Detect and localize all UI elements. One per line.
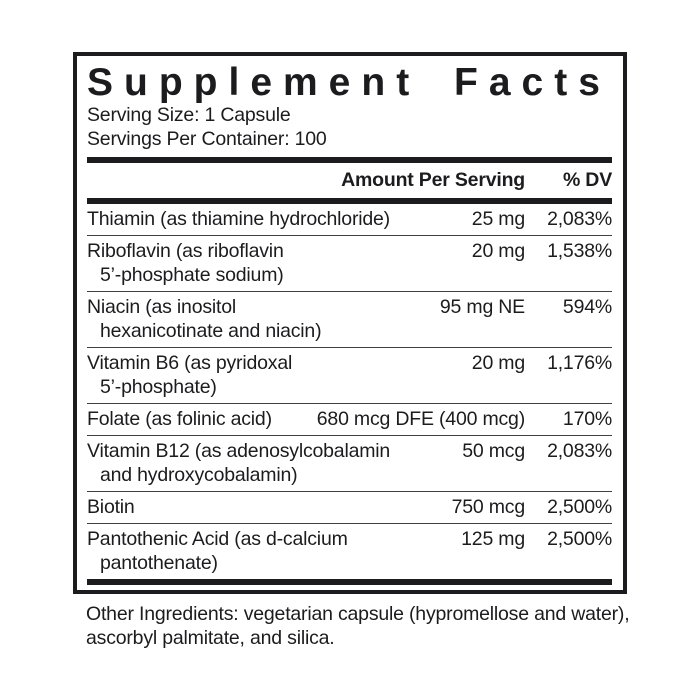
nutrient-dv: 2,500% xyxy=(547,528,612,550)
header-amount-per-serving: Amount Per Serving xyxy=(341,169,525,191)
nutrient-amount: 125 mg xyxy=(461,528,525,550)
nutrient-name xyxy=(87,239,460,287)
table-row-thiamin xyxy=(87,204,612,236)
thick-divider-bottom xyxy=(87,579,612,585)
panel-title: Supplement Facts xyxy=(87,61,611,103)
table-row-pantothenic-acid xyxy=(87,524,612,579)
nutrient-name-line1: Pantothenic Acid (as d-calcium xyxy=(87,528,348,550)
nutrient-amount: 50 mcg xyxy=(462,440,525,462)
table-row-vitamin-b12 xyxy=(87,436,612,492)
nutrient-name-line1: Riboflavin (as riboflavin xyxy=(87,240,284,262)
serving-size: Serving Size: 1 Capsule xyxy=(87,104,291,126)
nutrient-amount: 750 mcg xyxy=(451,496,525,518)
servings-per-container: Servings Per Container: 100 xyxy=(87,128,327,150)
nutrient-name xyxy=(87,207,460,231)
nutrient-dv: 2,500% xyxy=(547,496,612,518)
nutrient-amount: 25 mg xyxy=(471,208,525,230)
nutrient-name-line2: 5’-phosphate sodium) xyxy=(100,264,284,286)
nutrient-dv: 594% xyxy=(562,296,612,318)
nutrient-name-line1: Niacin (as inositol xyxy=(87,296,237,318)
nutrient-name xyxy=(87,295,428,343)
header-spacer xyxy=(87,168,329,192)
nutrient-name-line2: and hydroxycobalamin) xyxy=(100,464,298,486)
table-row-folate xyxy=(87,404,612,436)
table-header-row xyxy=(87,163,612,198)
other-ingredients-text xyxy=(86,602,631,650)
nutrient-amount: 680 mcg DFE (400 mcg) xyxy=(316,408,525,430)
nutrient-name xyxy=(87,527,449,575)
nutrient-name xyxy=(87,351,460,399)
nutrient-dv: 1,538% xyxy=(547,240,612,262)
nutrient-name-line2: hexanicotinate and niacin) xyxy=(100,320,322,342)
supplement-facts-panel xyxy=(73,52,627,594)
nutrient-name-line2: 5’-phosphate) xyxy=(100,376,217,398)
other-ingredients-line2: ascorbyl palmitate, and silica. xyxy=(86,627,335,649)
nutrient-name-line1: Vitamin B6 (as pyridoxal xyxy=(87,352,293,374)
nutrient-name xyxy=(87,439,450,487)
nutrient-name-line1: Biotin xyxy=(87,496,135,518)
nutrient-name-line1: Folate (as folinic acid) xyxy=(87,408,272,430)
nutrient-name xyxy=(87,495,440,519)
nutrient-dv: 1,176% xyxy=(547,352,612,374)
nutrient-amount: 95 mg NE xyxy=(439,296,525,318)
nutrient-dv: 2,083% xyxy=(547,440,612,462)
nutrient-name xyxy=(87,407,305,431)
nutrient-name-line1: Thiamin (as thiamine hydrochloride) xyxy=(87,208,390,230)
table-row-riboflavin xyxy=(87,236,612,292)
header-percent-dv: % DV xyxy=(562,169,612,191)
table-row-biotin xyxy=(87,492,612,524)
table-row-niacin xyxy=(87,292,612,348)
nutrient-amount: 20 mg xyxy=(471,240,525,262)
nutrient-amount: 20 mg xyxy=(471,352,525,374)
nutrient-name-line2: pantothenate) xyxy=(100,552,218,574)
nutrient-dv: 170% xyxy=(562,408,612,430)
nutrient-dv: 2,083% xyxy=(547,208,612,230)
nutrient-name-line1: Vitamin B12 (as adenosylcobalamin xyxy=(87,440,391,462)
table-row-vitamin-b6 xyxy=(87,348,612,404)
other-ingredients-line1: Other Ingredients: vegetarian capsule (hypromellose and water), xyxy=(86,603,630,625)
